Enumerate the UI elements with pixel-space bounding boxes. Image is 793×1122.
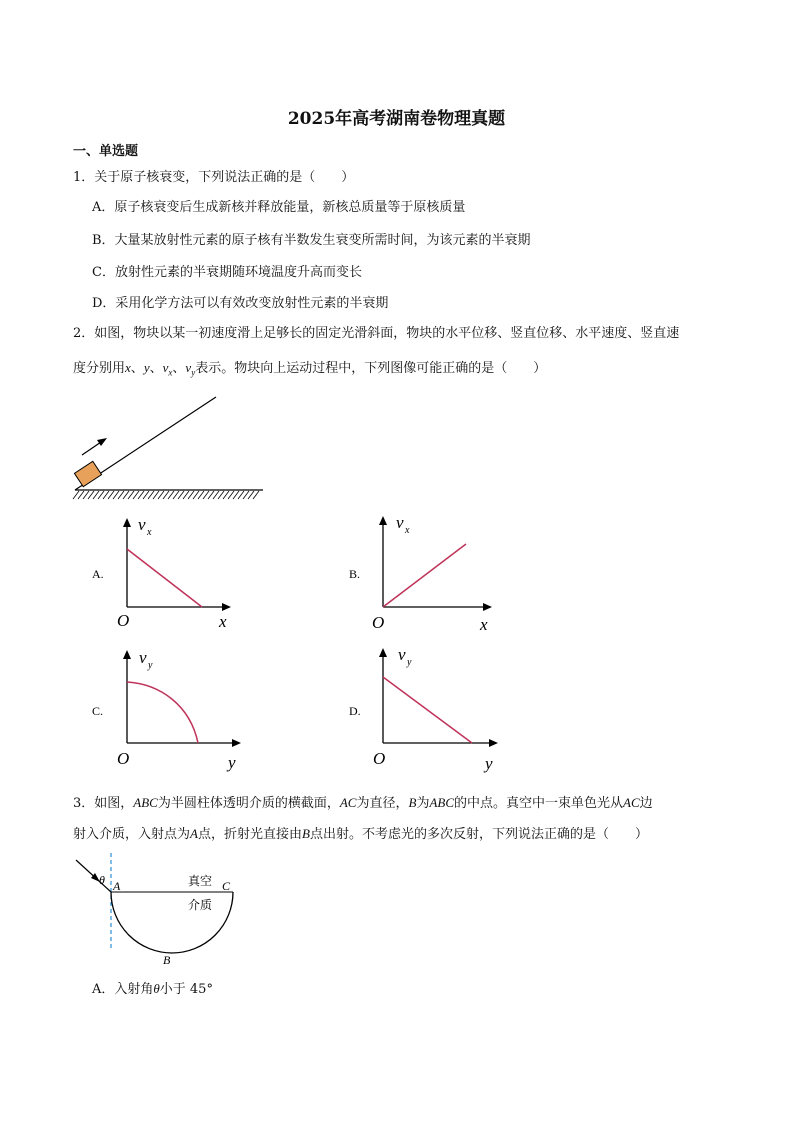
vacuum-label: 真空 [188, 874, 213, 888]
graph-b-ysub: x [405, 525, 410, 536]
point-b-label: B [163, 953, 171, 967]
q3-stem-line2: 射入介质，入射点为A点，折射光直接由B点出射。不考虑光的多次反射，下列说法正确的是（ ） [73, 826, 648, 842]
q1-option-a: A．原子核衰变后生成新核并释放能量，新核总质量等于原核质量 [92, 200, 466, 215]
q3-stem-line1: 3．如图，ABC为半圆柱体透明介质的横截面，AC为直径，B为ABC的中点。真空中一束单色光从AC边 [73, 795, 653, 811]
graph-c-ylabel: v [139, 648, 147, 667]
q2-stem-line1: 2．如图，物块以某一初速度滑上足够长的固定光滑斜面，物块的水平位移、竖直位移、水平速度、竖直速 [73, 326, 680, 341]
graph-d-label: D. [349, 704, 361, 718]
point-c-label: C [222, 879, 231, 893]
q1-option-b: B．大量某放射性元素的原子核有半数发生衰变所需时间，为该元素的半衰期 [92, 233, 531, 248]
graph-b-label: B. [349, 567, 361, 581]
graph-a-label: A. [92, 567, 104, 581]
graph-a-xlabel: x [219, 612, 227, 631]
theta-label: θ [99, 873, 105, 887]
graph-d-xlabel: y [485, 754, 493, 773]
graph-b-xlabel: x [480, 615, 488, 634]
semicircle-arc [111, 892, 233, 953]
graph-c-ysub: y [148, 660, 153, 671]
q1-option-c: C．放射性元素的半衰期随环境温度升高而变长 [92, 265, 362, 280]
graph-a-origin: O [117, 611, 130, 630]
q2-stem-line2: 度分别用x、y、$v_x$、$v_y$表示。物块向上运动过程中，下列图像可能正确的是（ ） [73, 360, 547, 378]
page-title: 2025年高考湖南卷物理真题 [287, 109, 506, 129]
graph-d-ysub: y [407, 657, 412, 668]
q3-option-a: A．入射角θ小于 45° [92, 981, 213, 997]
graph-a-ysub: x [147, 527, 152, 538]
graph-c-origin: O [117, 749, 130, 768]
q1-stem: 1．关于原子核衰变，下列说法正确的是（ ） [73, 170, 355, 185]
graph-b-ylabel: v [396, 513, 404, 532]
point-a-label: A [113, 879, 121, 893]
graph-d-origin: O [373, 749, 386, 768]
graph-a-ylabel: v [138, 515, 146, 534]
section-heading: 一、单选题 [73, 144, 139, 159]
graph-b-origin: O [372, 613, 385, 632]
semicircle-diagram [76, 853, 233, 967]
q1-option-d: D．采用化学方法可以有效改变放射性元素的半衰期 [92, 296, 389, 311]
graph-d-ylabel: v [398, 645, 406, 664]
graph-c-xlabel: y [228, 753, 236, 772]
medium-label: 介质 [188, 898, 213, 912]
graph-c-label: C. [92, 704, 104, 718]
